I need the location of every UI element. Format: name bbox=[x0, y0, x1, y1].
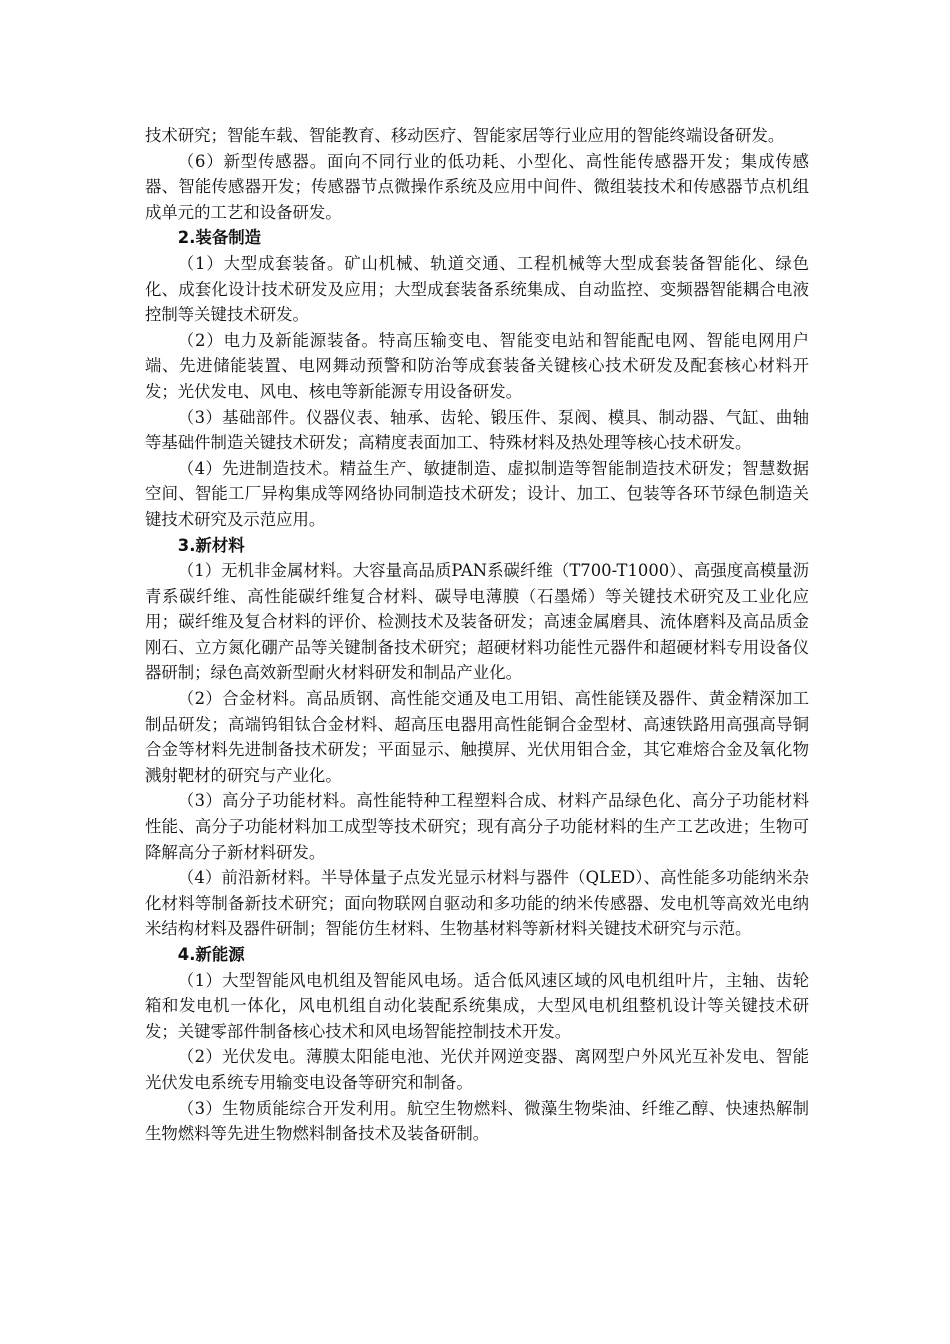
heading-equipment-manufacturing: 2.装备制造 bbox=[177, 228, 261, 248]
paragraph-large-complete-equipment: （1）大型成套装备。矿山机械、轨道交通、工程机械等大型成套装备智能化、绿色化、成套化设计技术研发及应用；大型成套装备系统集成、自动监控、变频器智能耦合电液控制等关键技术研发。 bbox=[145, 253, 809, 325]
paragraph-advanced-manufacturing: （4）先进制造技术。精益生产、敏捷制造、虚拟制造等智能制造技术研发；智慧数据空间、智能工厂异构集成等网络协同制造技术研发；设计、加工、包装等各环节绿色制造关键技术研究及示范应用。 bbox=[145, 458, 809, 529]
paragraph-alloy-materials: （2）合金材料。高品质钢、高性能交通及电工用铝、高性能镁及器件、黄金精深加工制品研发；高端钨钼钛合金材料、超高压电器用高性能铜合金型材、高速铁路用高强高导铜合金等材料先进制备技术研发；平面显示、触摸屏、光伏用钼合金，其它难熔合金及氧化物溅射靶材的研究与产业化。 bbox=[145, 689, 809, 785]
paragraph-photovoltaic: （2）光伏发电。薄膜太阳能电池、光伏并网逆变器、离网型户外风光互补发电、智能光伏发电系统专用输变电设备等研究和制备。 bbox=[145, 1047, 809, 1092]
paragraph-basic-components: （3）基础部件。仪器仪表、轴承、齿轮、锻压件、泵阀、模具、制动器、气缸、曲轴等基础件制造关键技术研发；高精度表面加工、特殊材料及热处理等核心技术研发。 bbox=[145, 407, 809, 453]
paragraph-sensors: （6）新型传感器。面向不同行业的低功耗、小型化、高性能传感器开发；集成传感器、智能传感器开发；传感器节点微操作系统及应用中间件、微组装技术和传感器节点机组成单元的工艺和设备研发。 bbox=[145, 151, 809, 222]
paragraph-inorganic-nonmetallic: （1）无机非金属材料。大容量高品质PAN系碳纤维（T700-T1000）、高强度高模量沥青系碳纤维、高性能碳纤维复合材料、碳导电薄膜（石墨烯）等关键技术研究及工业化应用；碳纤维及复合材料的评价、检测技术及装备研发；高速金属磨具、流体磨料及高品质金刚石、立方氮化硼产品等关键制备技术研究；超硬材料功能性元器件和超硬材料专用设备仪器研制；绿色高效新型耐火材料研发和制品产业化。 bbox=[145, 561, 809, 683]
paragraph-wind-power: （1）大型智能风电机组及智能风电场。适合低风速区域的风电机组叶片，主轴、齿轮箱和发电机一体化，风电机组自动化装配系统集成，大型风电机组整机设计等关键技术研发；关键零部件制备核心技术和风电场智能控制技术开发。 bbox=[145, 970, 809, 1041]
paragraph-terminal-devices: 技术研究；智能车载、智能教育、移动医疗、智能家居等行业应用的智能终端设备研发。 bbox=[145, 126, 785, 145]
paragraph-power-new-energy-equipment: （2）电力及新能源装备。特高压输变电、智能变电站和智能配电网、智能电网用户端、先进储能装置、电网舞动预警和防治等成套装备关键核心技术研发及配套核心材料开发；光伏发电、风电、核电等新能源专用设备研发。 bbox=[145, 330, 809, 401]
heading-new-energy: 4.新能源 bbox=[177, 945, 245, 964]
paragraph-polymer-materials: （3）高分子功能材料。高性能特种工程塑料合成、材料产品绿色化、高分子功能材料性能、高分子功能材料加工成型等技术研究；现有高分子功能材料的生产工艺改进；生物可降解高分子新材料研发。 bbox=[145, 791, 809, 862]
paragraph-frontier-materials: （4）前沿新材料。半导体量子点发光显示材料与器件（QLED）、高性能多功能纳米杂化材料等制备新技术研究；面向物联网自驱动和多功能的纳米传感器、发电机等高效光电纳米结构材料及器件研制；智能仿生材料、生物基材料等新材料关键技术研究与示范。 bbox=[145, 868, 809, 939]
document-body bbox=[145, 123, 809, 1147]
paragraph-biomass-energy: （3）生物质能综合开发利用。航空生物燃料、微藻生物柴油、纤维乙醇、快速热解制生物燃料等先进生物燃料制备技术及装备研制。 bbox=[145, 1098, 809, 1144]
heading-new-materials: 3.新材料 bbox=[177, 535, 245, 555]
